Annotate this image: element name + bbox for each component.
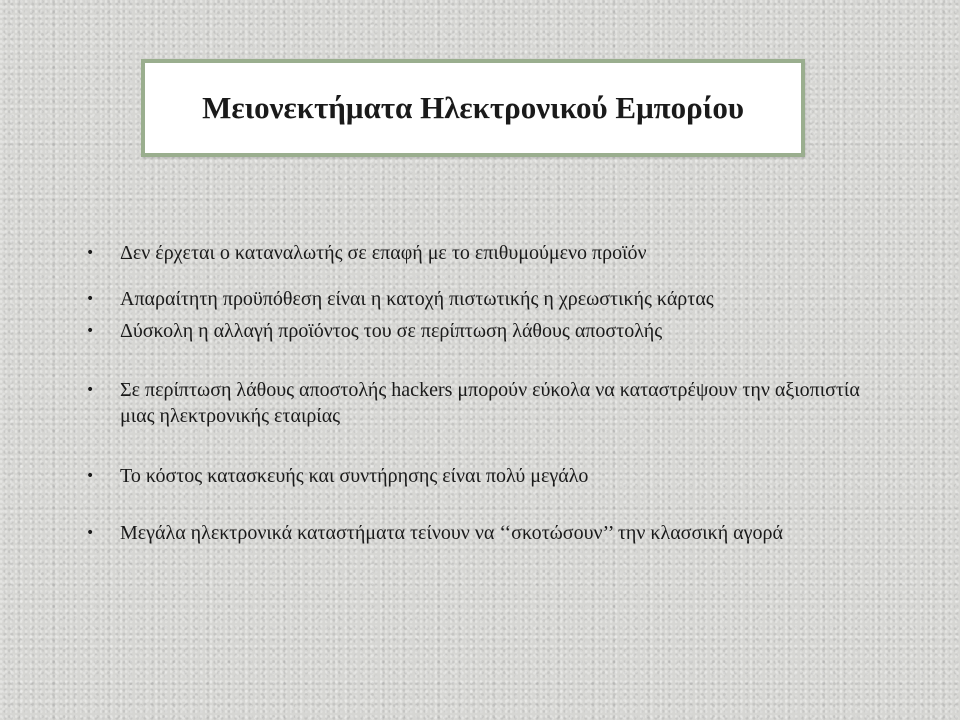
bullet-icon: • (86, 468, 95, 484)
bullet-icon: • (86, 525, 95, 541)
bullet-text: Απαραίτητη προϋπόθεση είναι η κατοχή πιστωτικής η χρεωστικής κάρτας (120, 288, 714, 310)
bullet-text: Σε περίπτωση λάθους αποστολής hackers μπορούν εύκολα να καταστρέψουν την αξιοπιστία μιας ηλεκτρονικής εταιρίας (120, 379, 860, 427)
bullet-text: Το κόστος κατασκευής και συντήρησης είναι πολύ μεγάλο (120, 465, 589, 487)
bullet-icon: • (86, 291, 95, 307)
bullet-text: Δύσκολη η αλλαγή προϊόντος του σε περίπτωση λάθους αποστολής (120, 320, 663, 342)
bullet-icon: • (86, 382, 95, 398)
bullet-text: Μεγάλα ηλεκτρονικά καταστήματα τείνουν να ‘‘σκοτώσουν’’ την κλασσική αγορά (120, 522, 783, 544)
bullet-text: Δεν έρχεται ο καταναλωτής σε επαφή με το επιθυμούμενο προϊόν (120, 242, 647, 264)
slide-title: Μειονεκτήματα Ηλεκτρονικού Εμπορίου (202, 90, 744, 125)
bullet-icon: • (86, 323, 95, 339)
bullet-icon: • (86, 245, 95, 261)
